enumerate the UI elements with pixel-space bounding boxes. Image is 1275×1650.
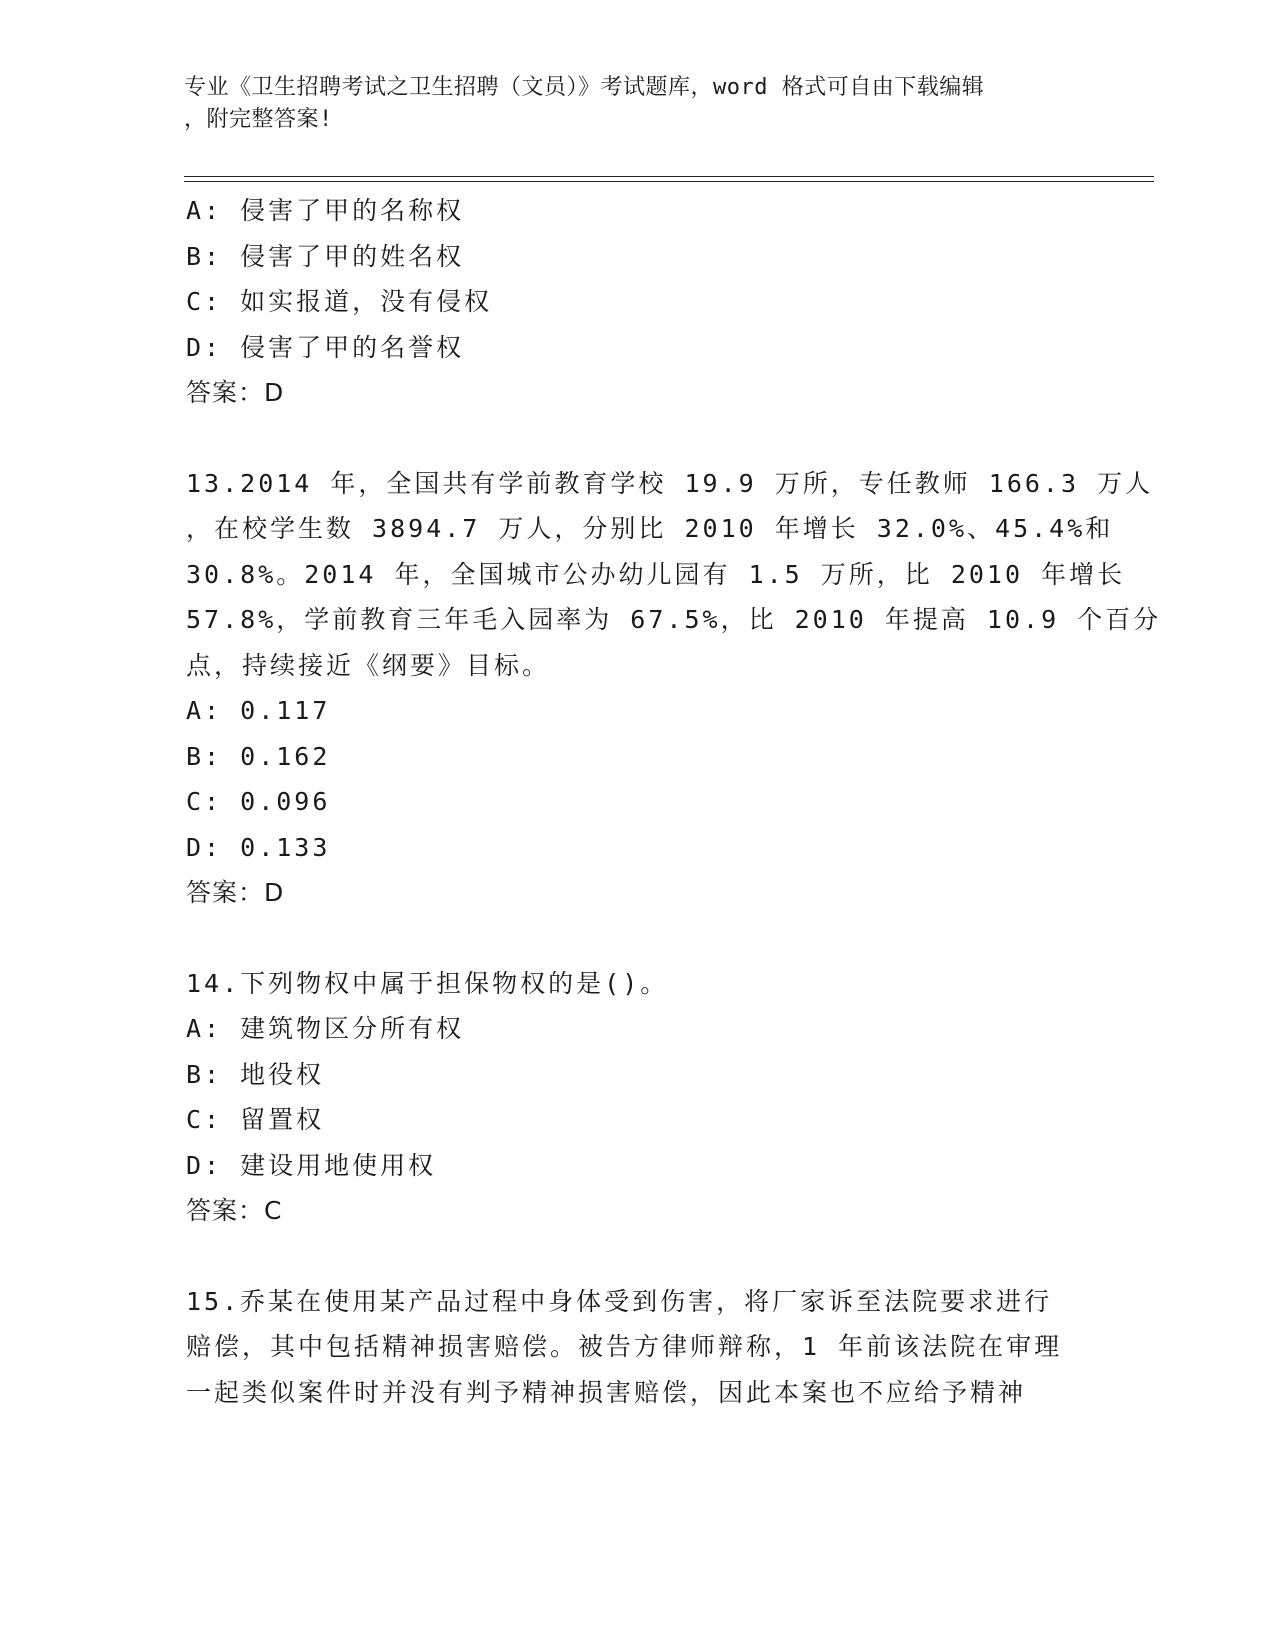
question-12: [186, 188, 1086, 416]
option-b: B: 0.162: [186, 741, 331, 771]
question-text-line: 点，持续接近《纲要》目标。: [186, 650, 551, 680]
question-text-line: 13.2014 年，全国共有学前教育学校 19.9 万所，专任教师 166.3 万人: [186, 468, 1154, 498]
header-rule-top: [184, 176, 1154, 177]
option-a: A: 建筑物区分所有权: [186, 1014, 465, 1043]
option-d: D: 0.133: [186, 832, 331, 862]
option-b: B: 地役权: [186, 1059, 325, 1089]
header-title-line-2: ，附完整答案!: [184, 107, 333, 132]
option-c: C: 留置权: [186, 1105, 325, 1134]
question-15: [186, 1279, 1086, 1416]
option-d: D: 建设用地使用权: [186, 1150, 437, 1180]
option-a: A: 侵害了甲的名称权: [186, 196, 465, 225]
question-14: [186, 961, 1086, 1234]
answer: 答案：C: [186, 1196, 283, 1225]
answer: 答案：D: [186, 378, 285, 407]
option-d: D: 侵害了甲的名誉权: [186, 332, 465, 362]
option-c: C: 0.096: [186, 787, 331, 816]
question-text-line: 30.8%。2014 年，全国城市公办幼儿园有 1.5 万所，比 2010 年增长: [186, 559, 1126, 589]
question-text-line: 57.8%，学前教育三年毛入园率为 67.5%，比 2010 年提高 10.9 个百分: [186, 605, 1162, 634]
header-title-line-1: 专业《卫生招聘考试之卫生招聘（文员）》考试题库，word 格式可自由下载编辑: [184, 75, 985, 100]
option-b: B: 侵害了甲的姓名权: [186, 241, 465, 271]
question-text-line: 14.下列物权中属于担保物权的是()。: [186, 968, 669, 998]
question-text-line: 一起类似案件时并没有判予精神损害赔偿，因此本案也不应给予精神: [186, 1377, 1027, 1407]
document-header: [184, 72, 1064, 136]
spacer: [186, 916, 1086, 961]
question-13: [186, 461, 1162, 916]
question-content: [186, 188, 1162, 1415]
question-text-line: ，在校学生数 3894.7 万人，分别比 2010 年增长 32.0%、45.4%和: [186, 514, 1114, 543]
option-a: A: 0.117: [186, 696, 331, 725]
option-c: C: 如实报道，没有侵权: [186, 287, 493, 316]
question-text-line: 赔偿，其中包括精神损害赔偿。被告方律师辩称，1 年前该法院在审理: [186, 1332, 1063, 1361]
answer: 答案：D: [186, 878, 285, 907]
spacer: [186, 416, 1086, 461]
header-rule-bottom: [184, 181, 1154, 182]
question-text-line: 15.乔某在使用某产品过程中身体受到伤害，将厂家诉至法院要求进行: [186, 1286, 1053, 1316]
spacer: [186, 1234, 1086, 1279]
